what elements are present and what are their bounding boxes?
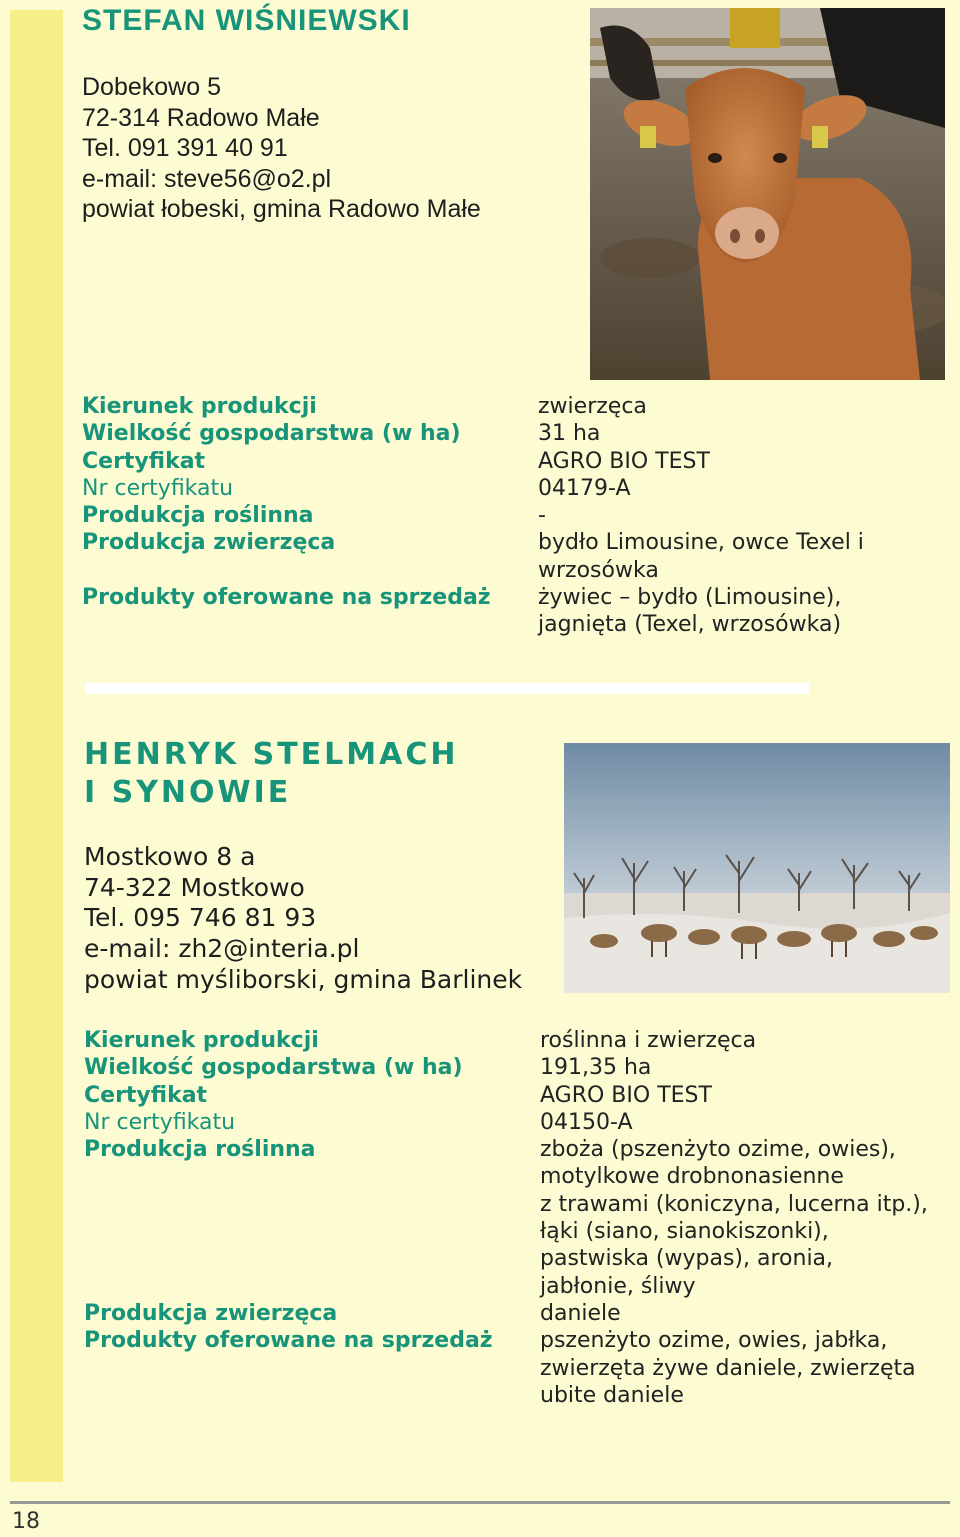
detail-value-line: jagnięta (Texel, wrzosówka) <box>538 612 842 638</box>
detail-value <box>540 1136 950 1300</box>
detail-value <box>538 502 908 529</box>
detail-value-line: wrzosówka <box>538 557 659 583</box>
detail-value <box>538 393 908 420</box>
deer-herd-photo <box>564 743 950 993</box>
detail-row <box>84 1109 950 1136</box>
farm-title-line: I SYNOWIE <box>84 775 292 810</box>
detail-value <box>538 475 908 502</box>
detail-value-line: 31 ha <box>538 421 601 447</box>
detail-row <box>82 584 908 639</box>
detail-row <box>82 502 908 529</box>
detail-row <box>84 1054 950 1081</box>
detail-value-line: łąki (siano, sianokiszonki), <box>540 1219 829 1245</box>
farm-title <box>84 736 458 812</box>
detail-value-line: 191,35 ha <box>540 1055 652 1081</box>
detail-value-line: z trawami (koniczyna, lucerna itp.), <box>540 1191 928 1217</box>
address-line: Mostkowo 8 a <box>84 842 256 871</box>
detail-value <box>540 1082 950 1109</box>
detail-label: Certyfikat <box>82 448 206 474</box>
address-line: 72-314 Radowo Małe <box>82 103 320 132</box>
phone-line: Tel. 095 746 81 93 <box>84 903 317 933</box>
detail-label: Produkcja zwierzęca <box>84 1300 338 1326</box>
detail-value <box>538 420 908 447</box>
detail-label: Produkty oferowane na sprzedaż <box>84 1328 493 1354</box>
email-line: e-mail: steve56@o2.pl <box>82 164 332 193</box>
farm-title <box>82 2 411 40</box>
detail-row <box>84 1300 950 1327</box>
farm-address <box>82 72 481 225</box>
detail-label: Produkcja zwierzęca <box>82 530 336 556</box>
detail-value-line: jabłonie, śliwy <box>540 1273 696 1299</box>
phone-line: Tel. 091 391 40 91 <box>82 134 288 162</box>
detail-value-line: żywiec – bydło (Limousine), <box>538 585 842 611</box>
detail-value <box>538 529 908 584</box>
detail-label: Kierunek produkcji <box>82 394 317 419</box>
detail-value <box>538 448 908 475</box>
detail-value-line: 04179-A <box>538 475 631 501</box>
section-divider <box>85 683 809 694</box>
detail-value <box>540 1027 950 1054</box>
detail-label: Produkcja roślinna <box>84 1137 316 1163</box>
calf-photo <box>590 8 945 380</box>
detail-label: Produkty oferowane na sprzedaż <box>82 585 491 611</box>
detail-row <box>84 1136 950 1300</box>
farm-details <box>84 1027 950 1409</box>
detail-label: Nr certyfikatu <box>84 1109 236 1135</box>
detail-value <box>540 1109 950 1136</box>
detail-row <box>84 1082 950 1109</box>
email-line: e-mail: zh2@interia.pl <box>84 934 360 964</box>
detail-value-line: - <box>538 503 546 529</box>
detail-value-line: AGRO BIO TEST <box>538 448 710 474</box>
detail-value-line: pastwiska (wypas), aronia, <box>540 1246 834 1272</box>
detail-row <box>82 475 908 502</box>
detail-value-line: AGRO BIO TEST <box>540 1082 712 1108</box>
detail-value-line: ubite daniele <box>540 1382 684 1408</box>
detail-value <box>540 1300 950 1327</box>
detail-label: Wielkość gospodarstwa (w ha) <box>82 421 461 447</box>
detail-label: Nr certyfikatu <box>82 475 234 501</box>
farm-details <box>82 393 908 639</box>
district-line: powiat łobeski, gmina Radowo Małe <box>82 195 481 223</box>
detail-row <box>82 529 908 584</box>
detail-row <box>84 1027 950 1054</box>
detail-label: Certyfikat <box>84 1082 208 1108</box>
detail-row <box>82 393 908 420</box>
farm-title-line: HENRYK STELMACH <box>84 737 459 772</box>
side-band <box>10 10 63 1482</box>
page-number: 18 <box>12 1509 40 1534</box>
farm-address <box>84 842 522 996</box>
detail-value-line: zboża (pszenżyto ozime, owies), <box>540 1137 896 1163</box>
detail-value <box>540 1054 950 1081</box>
detail-value-line: motylkowe drobnonasienne <box>540 1164 844 1190</box>
detail-value-line: zwierzęca <box>538 394 647 419</box>
footer-rule <box>10 1501 950 1504</box>
detail-value <box>538 584 908 639</box>
detail-value-line: daniele <box>540 1300 621 1326</box>
detail-value-line: zwierzęta żywe daniele, zwierzęta <box>540 1355 916 1381</box>
district-line: powiat myśliborski, gmina Barlinek <box>84 964 523 994</box>
detail-label: Produkcja roślinna <box>82 503 314 529</box>
detail-label: Kierunek produkcji <box>84 1028 319 1053</box>
detail-value-line: 04150-A <box>540 1109 633 1135</box>
address-line: Dobekowo 5 <box>82 73 221 101</box>
detail-row <box>84 1327 950 1409</box>
detail-value-line: pszenżyto ozime, owies, jabłka, <box>540 1328 888 1354</box>
detail-value <box>540 1327 950 1409</box>
detail-row <box>82 420 908 447</box>
address-line: 74-322 Mostkowo <box>84 872 305 902</box>
farm-title-line: STEFAN WIŚNIEWSKI <box>82 4 411 37</box>
detail-row <box>82 448 908 475</box>
detail-value-line: bydło Limousine, owce Texel i <box>538 530 864 556</box>
detail-label: Wielkość gospodarstwa (w ha) <box>84 1055 463 1081</box>
detail-value-line: roślinna i zwierzęca <box>540 1028 757 1053</box>
